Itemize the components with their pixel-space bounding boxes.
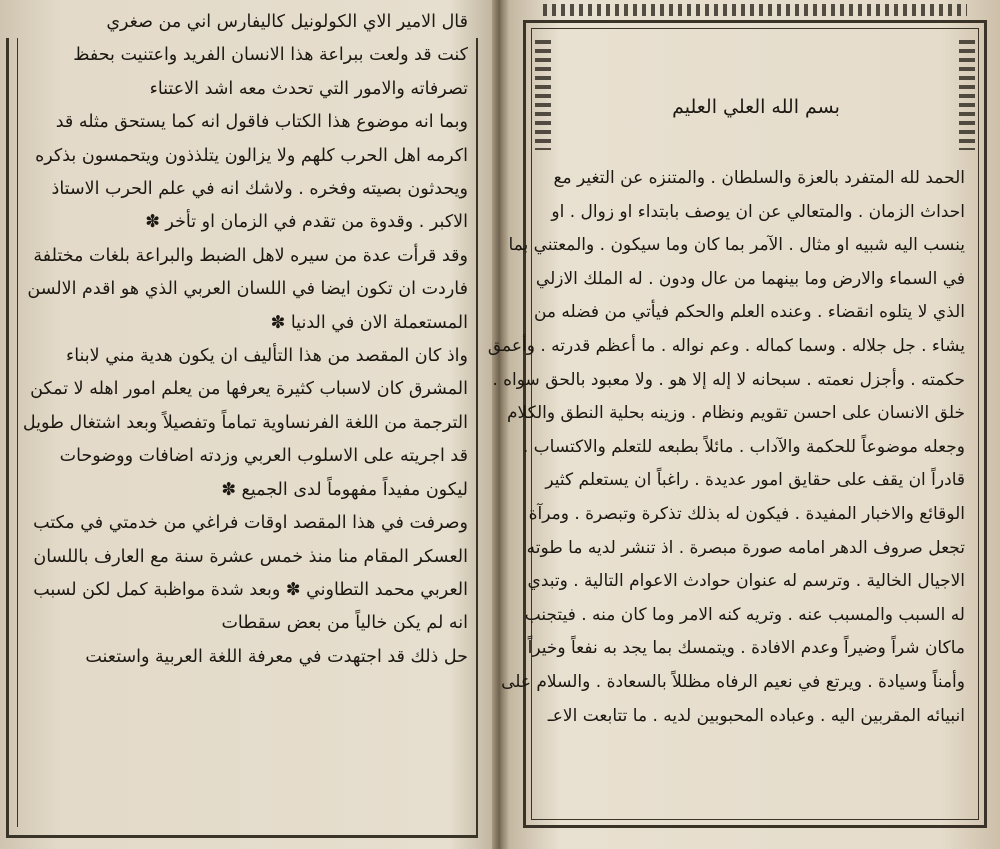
left-page bbox=[0, 0, 497, 849]
left-line-18: العربي محمد التطاوني ✽ وبعد شدة مواظبة كمل لكن لسبب bbox=[33, 579, 468, 600]
left-line-15: ليكون مفيداً مفهوماً لدى الجميع ✽ bbox=[221, 479, 468, 500]
right-line-4: في السماء والارض وما بينهما من عال ودون . له الملك الازلي bbox=[535, 268, 965, 289]
right-ornament-column bbox=[959, 40, 975, 150]
right-line-2: احداث الزمان . والمتعالي عن ان يوصف بابتداء او زوال . او bbox=[551, 201, 965, 222]
left-line-12: المشرق كان لاسباب كثيرة يعرفها من يعلم امور اهله لا تمكن bbox=[30, 379, 468, 400]
right-line-15: ماكان شراً وضيراً وعدم الافادة . ويتمسك بما يجد به نفعاً وخيراً bbox=[527, 638, 965, 659]
right-line-9: وجعله موضوعاً للحكمة والآداب . مائلاً بطبعه للتعلم والاكتساب . bbox=[522, 436, 965, 457]
left-line-6: ويحدثون بصيته وفخره . ولاشك انه في علم الحرب الاستاذ bbox=[51, 179, 468, 200]
left-line-2: كنت قد ولعت ببراعة هذا الانسان الفريد واعتنيت بحفظ bbox=[73, 45, 468, 66]
right-line-11: الوقائع والاخبار المفيدة . فيكون له بذلك تذكرة وتبصرة . ومرآة bbox=[528, 503, 965, 524]
right-line-7: حكمته . وأجزل نعمته . سبحانه لا إله إلا هو . ولا معبود بالحق سواه . bbox=[492, 369, 965, 390]
right-line-8: خلق الانسان على احسن تقويم ونظام . وزينه بحلية النطق والكلام bbox=[506, 403, 965, 424]
left-ornament-column bbox=[535, 40, 551, 150]
right-line-10: قادراً ان يقف على حقايق امور عديدة . راغباً ان يستعلم كثير bbox=[545, 470, 965, 491]
right-page-text bbox=[487, 162, 965, 733]
left-line-17: العسكر المقام منا منذ خمس عشرة سنة مع العارف باللسان bbox=[33, 546, 468, 567]
right-line-1: الحمد لله المتفرد بالعزة والسلطان . والمتنزه عن التغير مع bbox=[553, 168, 965, 188]
right-line-17: انبيائه المقربين اليه . وعباده المحبوبين لديه . ما تتابعت الاعـ bbox=[547, 705, 965, 726]
right-page bbox=[487, 0, 1000, 849]
left-line-10: المستعملة الان في الدنيا ✽ bbox=[270, 312, 468, 333]
left-line-11: واذ كان المقصد من هذا التأليف ان يكون هدية مني لابناء bbox=[65, 346, 468, 367]
left-page-border-right bbox=[476, 38, 478, 838]
top-ornament-band bbox=[543, 4, 967, 16]
basmala-heading: بسم الله العلي العليم bbox=[672, 96, 840, 118]
right-line-6: يشاء . جل جلاله . وسما كماله . وعم نواله . ما أعظم قدرته . وأعمق bbox=[487, 335, 965, 356]
right-line-3: ينسب اليه شبيه او مثال . الآمر بما كان وما سيكون . والمعتني بما bbox=[508, 235, 965, 256]
left-line-7: الاكبر . وقدوة من تقدم في الزمان او تأخر ✽ bbox=[145, 212, 468, 233]
right-line-12: تجعل صروف الدهر امامه صورة مبصرة . اذ تنشر لديه ما طوته bbox=[526, 537, 965, 558]
left-line-1: قال الامير الاي الكولونيل كاليفارس اني من صغري bbox=[106, 12, 468, 32]
left-line-13: الترجمة من اللغة الفرنساوية تماماً وتفصيلاً وبعد اشتغال طويل bbox=[22, 412, 468, 433]
right-line-16: وأمناً وسيادة . ويرتع في نعيم الرفاه مظللاً بالسعادة . والسلام على bbox=[501, 671, 965, 692]
left-line-14: قد اجريته على الاسلوب العربي وزدته اضافات ووضوحات bbox=[59, 446, 468, 467]
left-line-20: حل ذلك قد اجتهدت في معرفة اللغة العربية واستعنت bbox=[85, 646, 468, 667]
left-line-4: وبما انه موضوع هذا الكتاب فاقول انه كما يستحق مثله قد bbox=[55, 112, 468, 133]
right-line-5: الذي لا يتلوه انقضاء . وعنده العلم والحكم فيأتي من فضله من bbox=[533, 302, 965, 323]
right-line-13: الاجيال الخالية . وترسم له عنوان حوادث الاعوام التالية . وتبدي bbox=[527, 571, 965, 592]
left-line-5: اكرمه اهل الحرب كلهم ولا يزالون يتلذذون ويتحمسون بذكره bbox=[35, 145, 468, 166]
left-line-9: فاردت ان تكون ايضا في اللسان العربي الذي هو اقدم الالسن bbox=[27, 279, 468, 300]
left-line-16: وصرفت في هذا المقصد اوقات فراغي من خدمتي في مكتب bbox=[33, 513, 468, 534]
left-page-text bbox=[22, 6, 468, 674]
right-line-14: له السبب والمسبب عنه . وتريه كنه الامر وما كان منه . فيتجنب bbox=[524, 604, 965, 625]
left-line-19: انه لم يكن خالياً من بعض سقطات bbox=[221, 613, 468, 634]
left-line-8: وقد قرأت عدة من سيره لاهل الضبط والبراعة بلغات مختلفة bbox=[33, 245, 468, 266]
left-line-3: تصرفاته والامور التي تحدث معه اشد الاعتناء bbox=[149, 78, 468, 99]
